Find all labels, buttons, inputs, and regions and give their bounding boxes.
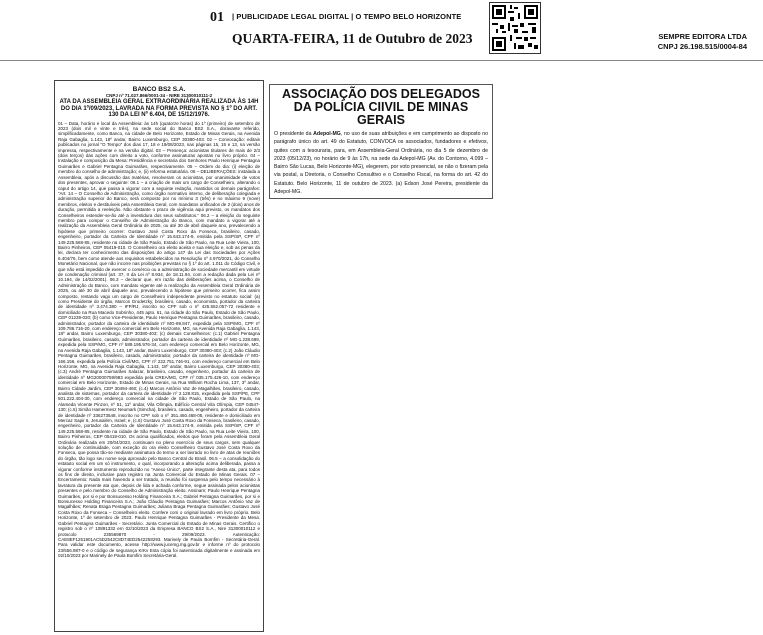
- adepol-body-intro: O presidente da: [274, 131, 314, 137]
- bank-notice-ids: CNPJ nº 71.027.866/0001-34 - NIRE 31300010111-2: [105, 93, 213, 99]
- qr-code-icon: [489, 2, 541, 54]
- adepol-org-name: Adepol-MG: [313, 131, 341, 137]
- bank-notice-body: 01 – Data, horário e local da Assembleia: às 14h (quatorze horas) do 1º (primeiro) de setembro de 2023 (dois mil e vinte e três), na sede social do Banco BS2 S.A., doravante referido, simplificadamente, como Banco, na cidade de Belo Horizonte, Estado de Minas Gerais, na Avenida Raja Gabaglia, 1.143, 18º andar, Bairro Luxemburgo, CEP 30380-403. 02 – Convocação: editais publicados no jornal “O Tempo” dos dias 17, 18 e 19/08/2023, nas páginas 15, 15 e 13, na versão impressa, respectivamente e na versão digital. 03 – Presença: acionistas titulares de mais de 2/3 (dois terços) das ações com direito a voto, conforme assinaturas apostas no livro próprio. 04 – Instalação e composição da Mesa: Presidência e secretaria dos Senhores Paulo Henrique Pentagna Guimarães e Gabriel Pentagna Guimarães, respectivamente. 05 – Ordem do dia: (i) eleição de membro do conselho de administração; e, (ii) reforma estatutária. 06 – DELIBERAÇÕES: instalada a Assembleia, após a discussão das matérias, resolveram os acionistas, por unanimidade de votos dos presentes, aprovar o seguinte: 06.1 – a criação de mais um cargo de Conselheiro, alterando o caput do artigo 14, que passa a vigorar com a seguinte redação, mantidos os demais parágrafos: “Art. 14 – O Conselho de Administração, como órgão normativo interno, de deliberação colegiada e administração superior do Banco, será composto por no mínimo 3 (três) e no máximo 9 (nove) membros, eleitos e destituíveis pela Assembleia Geral, com mandatos unificados de 2 (dois) anos de duração, permitida a reeleição. Não obstante o prazo de vigência aqui previsto, os mandatos dos Conselheiros estender-se-ão até a investidura dos seus substitutos.” 06.2 – a eleição do seguinte membro para compor o Conselho de Administração do Banco, com mandato a vigorar até a realização da Assembleia Geral Ordinária de 2025, ou até 30 de abril daquele ano, prevalecendo a hipótese que primeiro ocorrer: Gustavo José Costa Roxo da Fonseca, brasileiro, casado, engenheiro, portador da Carteira de Identidade nº 15.643.174-9, emitida pela SSP/SP, CPF nº 149.225.568-85, residente na cidade de São Paulo, Estado de São Paulo, na Rua Leite Vieira, 100, Bairro Pinheiros, CEP 05419-010. O Conselheiro ora eleito aceita e sua eleição e, sob as penas da lei, declara ter conhecimento das disposições do artigo 147 da Lei das Sociedades por Ações 6.404/76, bem como atende aos requisitos estabelecidos na Resolução nº 4.970/2021, do Conselho Monetário Nacional, que não incorre nas proibições previstas no § 1º do art. 1.011 do Código Civil, e que não está impedido de exercer o comércio ou a administração de sociedade mercantil em virtude de condenação criminal (art. 37, II da Lei nº 8.934, de 18.11.94, com a redação dada pela Lei nº 10.194, de 14/02/2001). 06.3 – declarar que, em razão das deliberações acima, o Conselho de Administração do Banco, com mandato vigente até a realização da Assembleia Geral Ordinária de 2025, ou até 30 de abril daquele ano, prevalecendo a hipótese que primeiro ocorrer, fica assim composto, restando vago um cargo de Conselheiro independente previsto no estatuto social: (a) como Presidente do órgão, Marcos Grodetzky, brasileiro, casado, economista, portador da carteira de identidade nº 3.474.380 – IFP/RJ, inscrito no CPF sob o nº 425.552.057-72 residente e domiciliado na Rua Macedo Sobrinho, 445 apto. 61, na cidade do São Paulo, Estado de São Paulo, CEP 01239-020; (b) como Vice-Presidente, Paulo Henrique Pentagna Guimarães, brasileiro, casado, administrador, portador da carteira de identidade nº MG-89.847, expedida pela SSP/MG, CPF nº 109.786.716-20, com endereço comercial em Belo Horizonte, MG, na Avenida Raja Gabaglia, 1.143, 18º andar, Bairro Luxemburgo, CEP 30380-403; (c) demais Conselheiros: (c.1) Gabriel Pentagna Guimarães, brasileiro, casado, administrador, portador da carteira de identidade nº MG-1.238.699, expedida pela SSP/MG, CPF nº 589.195.976-34, com endereço comercial em Belo Horizonte, MG, na Avenida Raja Gabaglia, 1.143, 18º andar, Bairro Luxemburgo, CEP 30380-403; (c.2) João Cláudio Pentagna Guimarães, brasileiro, casado, administrador, portador da carteira de identidade nº MG-166.156, expedida pela Polícia Civil/MG, CPF nº 222.751.746-91, com endereço comercial em Belo Horizonte, MG, na Avenida Raja Gabaglia, 1.143, 18º andar, Bairro Luxemburgo, CEP 30380-403; (c.3) André Pentagna Guimarães Salazar, brasileiro, casado, engenheiro, portador da carteira de identidade nº MG20000759/983 expedida pela CREA/MG, CPF nº 035.175.426-10, com endereço comercial em Belo Horizonte, Estado de Minas Gerais, na Rua William Rocha Lima, 137, 3º andar, Bairro Cidade Jardim, CEP 30494-460; (c.4) Marcos Antônio Vaz de Magalhães, brasileiro, casado, analista de sistemas, portador da carteira de identidade nº 2.128.815, expedida pela SSP/PE, CPF 501.222.404-30, com endereço comercial na cidade de São Paulo, Estado de São Paulo, na Alameda Vicente Pinzon, nº 51, 11º andar, Vila Olímpia, Edifício Central Vila Olímpia, CEP 04547-130; (c.5) Simão Hamermesz Neumark (Simcha), brasileiro, casado, engenheiro, portador da carteira de identidade nº 336273548, inscrito no CPF sob o nº 351.460.468-05, residente e domiciliado em Mercaz Sapir 6, Jerusalém, Israel; e, (c.6) Gustavo José Costa Roxo da Fonseca, brasileiro, casado, engenheiro, portador da Carteira de Identidade nº 15.643.174-9, emitida pela SSP/SP, CPF nº 149.225.568-85, residente na cidade de São Paulo, Estado de São Paulo, na Rua Leite Vieira, 100, Bairro Pinheiros, CEP 05419-010. Os acima qualificados, eleitos que foram pela Assembleia Geral Ordinária realizada em 20/04/2023, continuam no pleno exercício de seus cargos, sem qualquer solução de continuidade, com exceção do ora eleito Conselheiro Gustavo José Costa Roxo da Fonseca, que possa tão-se mediante assinatura do termo a ser lavrado no livro de atas de reuniões do órgão, tão logo seu nome seja aprovado pelo Banco Central do Brasil. 06.5 – a consolidação do estatuto social em um só instrumento, o qual, incorporando a alteração acima deliberada, passa a vigorar conforme instrumento reproduzido no “Anexo Único”, parte integrante desta ata, para todos os fins de direito, inclusive para registro na Junta Comercial do Estado de Minas Gerais. 07 – Encerramento: Nada mais havendo a ser tratado, a reunião foi suspensa pelo tempo necessário à lavratura da presente ata que, depois de lida e achada conforme, segue assinada pelos acionistas presentes e pelo membro do Conselho de Administração eleito. Assinam: Paulo Henrique Pentagna Guimarães, por si e por Bonsucesso Holding Financeira S.A.; Gabriel Pentagna Guimarães, por si e Bonsucesso Holding Financeira S.A.; João Cláudio Pentagna Guimarães; Marcos Antônio Vaz de Magalhães; Renata Braga Pentagna Guimarães; Juliana Braga Pentagna Guimarães; Gustavo José Costa Roxo da Fonseca – Conselheiro eleito. Confere com o original lavrado em livro próprio. Belo Horizonte, 1º de setembro de 2023. Paulo Henrique Pentagna Guimarães - Presidente da Mesa. Gabriel Pentagna Guimarães - Secretário. Junta Comercial do Estado de Minas Gerais. Certifico o registro sob o nº 10891332 em 02/10/2023 da Empresa BANCO BS2 S.A., Nire 31300010112 e protocolo 235569870 - 29/09/2023. Autenticação: CAE8EF1251901AC5D2542C8D74ED2542258293. Marinely de Paula Bomfim - Secretária-Geral. Para validar este documento, acesse http://www.jucemg.mg.gov.br e informe nº do protocolo 23/556.987-0 e o código de segurança KrKv Esta cópia foi autenticada digitalmente e assinada em 02/10/2023 por Marinely de Paula Bomfim Secretária-Geral.: [58, 120, 260, 559]
- page-number: 01: [210, 10, 224, 25]
- bank-notice-headline: ATA DA ASSEMBLEIA GERAL EXTRAORDINÁRIA REALIZADA ÀS 14H DO DIA 1º/09/2023, LAVRADA NA FORMA PREVISTA NO § 1º DO ART. 130 DA LEI Nº 6.404, DE 15/12/1976.: [59, 99, 259, 119]
- edition-date: QUARTA-FEIRA, 11 de Outubro de 2023: [232, 31, 473, 46]
- publisher-cnpj: CNPJ 26.198.515/0004-84: [657, 42, 747, 51]
- adepol-notice-title: ASSOCIAÇÃO DOS DELEGADOS DA POLÍCIA CIIVIL DE MINAS GERAIS: [282, 87, 480, 127]
- publisher-name: SEMPRE EDITORA LTDA: [658, 32, 747, 41]
- section-title: | PUBLICIDADE LEGAL DIGITAL | O TEMPO BELO HORIZONTE: [232, 12, 462, 21]
- bank-notice-company: BANCO BS2 S.A.: [132, 86, 186, 93]
- publisher-block: [658, 32, 747, 52]
- adepol-body-text: , no uso de suas atribuições e em cumprimento ao disposto no parágrafo único do art. 49 do Estatuto, CONVOCA os associados, fundadores e efetivos, quites com a tesouraria, para, em Assembleia-Geral Ordinária, no dia 5 de dezembro de 2023 (05/12/23), no horário de 9 às 17h, na sede da Adepol-MG (Av. do Contorno, 4.099 – Bairro São Lucas, Belo Horizonte-MG), elegerem, por voto presencial, se não o fizeram pela via postal, a Diretoria, o Conselho Consultivo e o Conselho Fiscal, na forma do art. 42 do Estatuto. Belo Horizonte, 11 de outubro de 2023. (a) Edson José Pereira, presidente da Adepol-MG.: [274, 131, 488, 196]
- bank-notice: [54, 80, 264, 632]
- header-divider: [0, 60, 763, 61]
- adepol-notice: [269, 84, 493, 199]
- adepol-notice-body: [274, 130, 488, 196]
- page-header: [0, 0, 763, 60]
